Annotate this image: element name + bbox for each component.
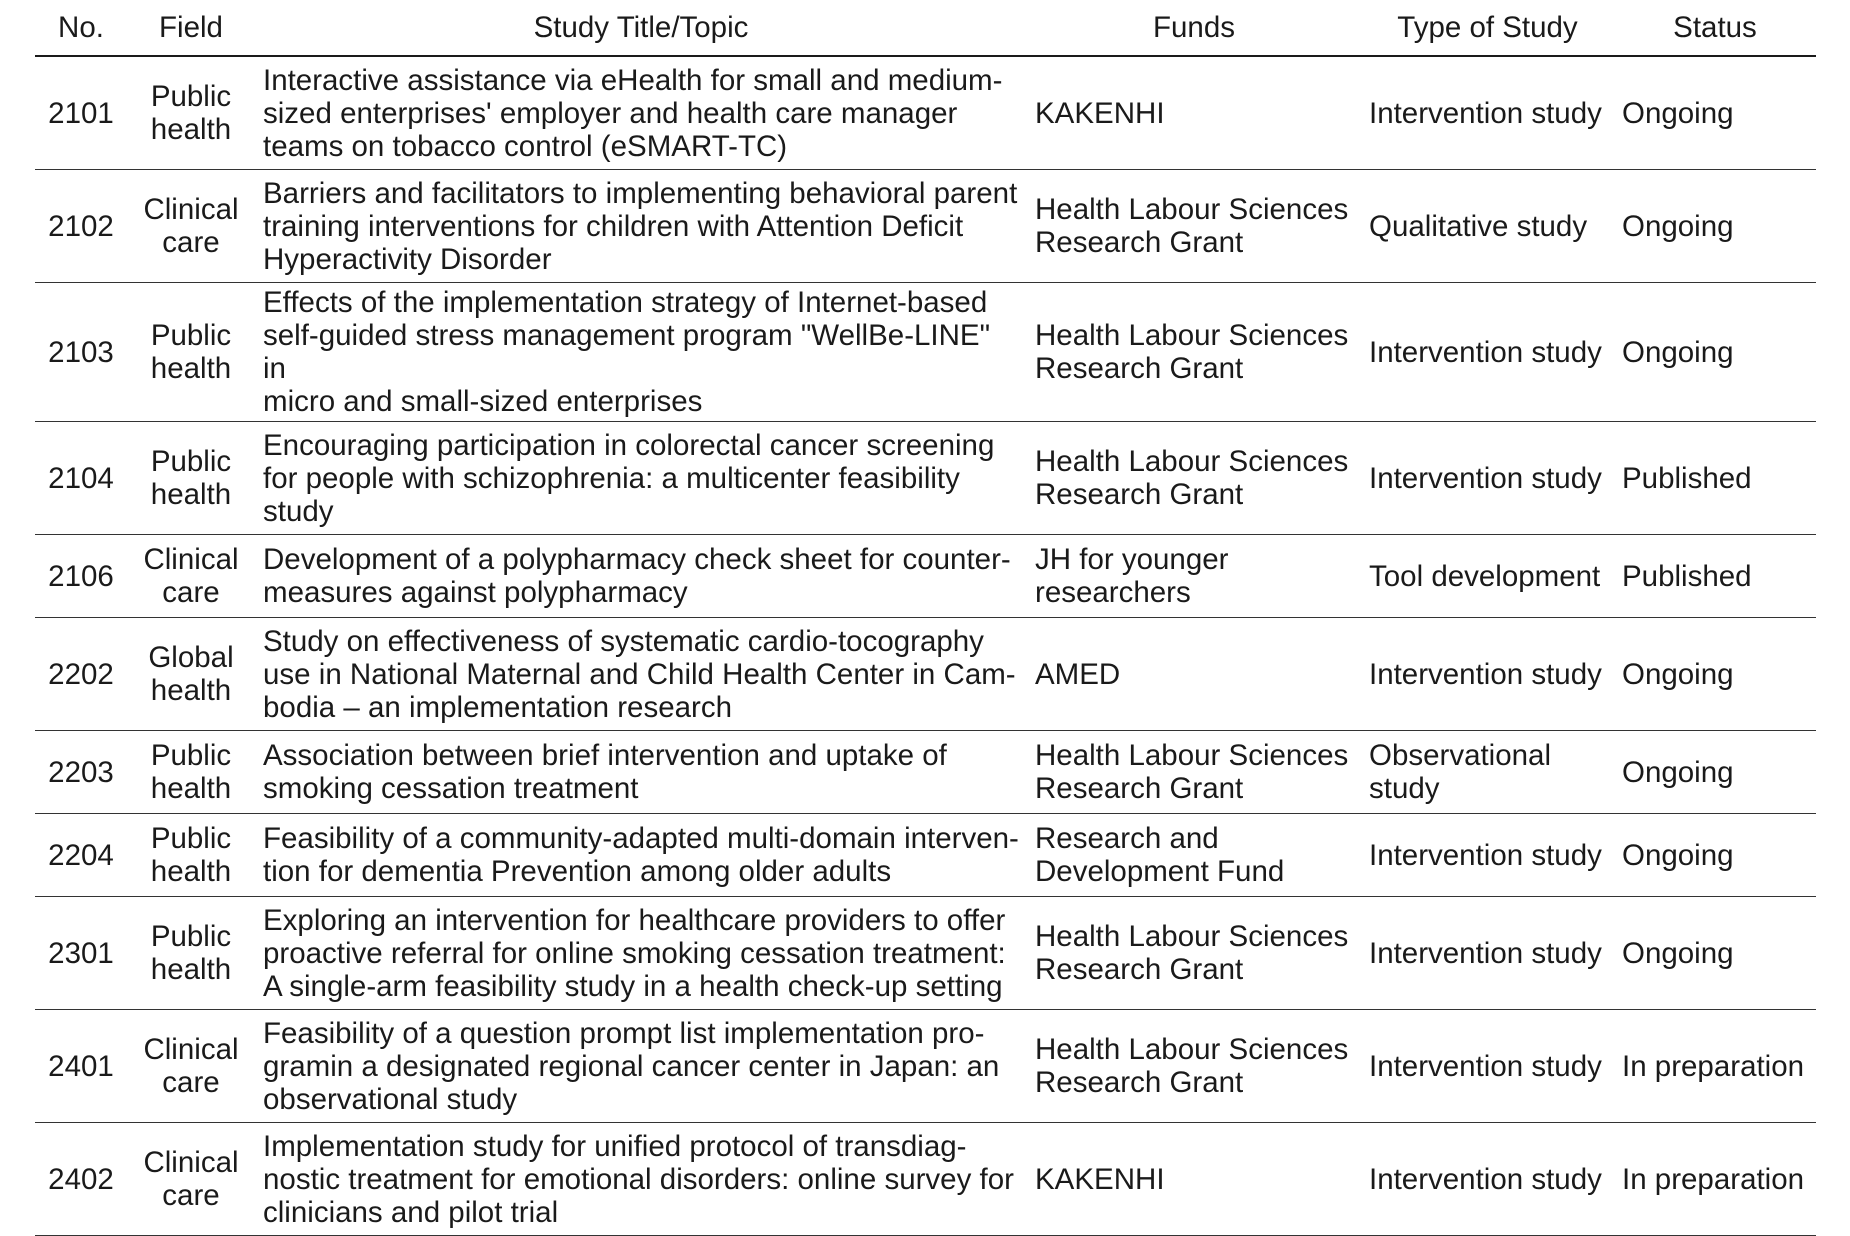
cell-field-line: care [162, 1179, 220, 1212]
cell-title-line: use in National Maternal and Child Health Center in Cam- [263, 657, 1016, 691]
cell-title-line: study [263, 494, 334, 528]
cell-field-line: Clinical [143, 543, 239, 576]
cell-funds-line: Health Labour Sciences [1035, 1033, 1349, 1066]
cell-title-line: Feasibility of a question prompt list implementation pro- [263, 1016, 985, 1050]
cell-status: Ongoing [1614, 56, 1816, 170]
cell-funds-line: Research Grant [1035, 1066, 1244, 1099]
cell-field-line: health [150, 953, 232, 986]
cell-field [127, 814, 255, 897]
cell-type-line: Intervention study [1369, 838, 1602, 872]
cell-field [127, 56, 255, 170]
cell-field [127, 283, 255, 422]
header-type: Type of Study [1361, 0, 1614, 56]
table-body [35, 56, 1816, 1236]
cell-funds-line: Health Labour Sciences [1035, 445, 1349, 478]
cell-field-line: health [150, 772, 232, 805]
cell-field-line: health [150, 113, 232, 146]
cell-status: Published [1614, 535, 1816, 618]
cell-title [255, 535, 1027, 618]
cell-type [1361, 731, 1614, 814]
cell-title [255, 170, 1027, 283]
cell-field [127, 897, 255, 1010]
cell-type [1361, 1010, 1614, 1123]
cell-funds-line: Development Fund [1035, 855, 1285, 888]
cell-field-line: Public [150, 319, 232, 352]
cell-no: 2203 [35, 731, 127, 814]
cell-status: Ongoing [1614, 170, 1816, 283]
header-no: No. [35, 0, 127, 56]
cell-field-line: health [150, 352, 232, 385]
table-row [35, 731, 1816, 814]
cell-title [255, 618, 1027, 731]
table-row [35, 1010, 1816, 1123]
cell-no: 2301 [35, 897, 127, 1010]
cell-field-line: care [162, 1066, 220, 1099]
cell-funds-line: Health Labour Sciences [1035, 920, 1349, 953]
cell-title-line: for people with schizophrenia: a multicenter feasibility [263, 461, 960, 495]
cell-field-line: care [162, 576, 220, 609]
cell-status: Ongoing [1614, 897, 1816, 1010]
cell-funds-line: KAKENHI [1035, 96, 1165, 130]
cell-type [1361, 56, 1614, 170]
cell-title-line: observational study [263, 1082, 518, 1116]
cell-funds-line: Research Grant [1035, 772, 1244, 805]
cell-title-line: self-guided stress management program "WellBe-LINE" in [263, 319, 991, 385]
cell-status: Published [1614, 422, 1816, 535]
cell-funds-line: Health Labour Sciences [1035, 319, 1349, 352]
table-row [35, 283, 1816, 422]
cell-field-line: Clinical [143, 193, 239, 226]
cell-funds [1027, 422, 1361, 535]
cell-field-line: care [162, 226, 220, 259]
cell-field [127, 1010, 255, 1123]
cell-type [1361, 283, 1614, 422]
cell-field-line: Clinical [143, 1146, 239, 1179]
cell-funds-line: AMED [1035, 657, 1121, 691]
cell-type [1361, 535, 1614, 618]
cell-type-line: Intervention study [1369, 96, 1602, 130]
cell-title-line: Barriers and facilitators to implementing behavioral parent [263, 176, 1018, 210]
cell-funds [1027, 170, 1361, 283]
cell-title-line: Interactive assistance via eHealth for small and medium- [263, 63, 1003, 97]
cell-field [127, 170, 255, 283]
cell-funds [1027, 1123, 1361, 1236]
cell-status: Ongoing [1614, 618, 1816, 731]
cell-title [255, 56, 1027, 170]
cell-type [1361, 170, 1614, 283]
cell-type [1361, 1123, 1614, 1236]
cell-title [255, 283, 1027, 422]
cell-title-line: proactive referral for online smoking cessation treatment: [263, 936, 1006, 970]
cell-type-line: Intervention study [1369, 461, 1602, 495]
cell-title-line: clinicians and pilot trial [263, 1195, 559, 1229]
cell-field [127, 618, 255, 731]
cell-type-line: Intervention study [1369, 335, 1602, 369]
cell-funds [1027, 535, 1361, 618]
table-row [35, 422, 1816, 535]
cell-title-line: gramin a designated regional cancer center in Japan: an [263, 1049, 1000, 1083]
header-row [35, 0, 1816, 56]
cell-title-line: micro and small-sized enterprises [263, 385, 703, 418]
cell-type-line: Observational [1369, 739, 1552, 772]
cell-no: 2401 [35, 1010, 127, 1123]
cell-funds [1027, 897, 1361, 1010]
cell-title [255, 814, 1027, 897]
cell-funds [1027, 283, 1361, 422]
cell-title-line: Development of a polypharmacy check sheet for counter- [263, 543, 1011, 576]
table-row [35, 1123, 1816, 1236]
cell-funds-line: Research and [1035, 822, 1219, 855]
cell-no: 2102 [35, 170, 127, 283]
cell-title-line: Feasibility of a community-adapted multi-domain interven- [263, 822, 1019, 855]
cell-type-line: Intervention study [1369, 1049, 1602, 1083]
cell-field [127, 422, 255, 535]
cell-title-line: nostic treatment for emotional disorders: online survey for [263, 1162, 1014, 1196]
cell-status: Ongoing [1614, 814, 1816, 897]
cell-field-line: Public [150, 445, 232, 478]
cell-title-line: Implementation study for unified protocol of transdiag- [263, 1129, 967, 1163]
cell-title-line: Association between brief intervention and uptake of [263, 739, 947, 772]
cell-type-line: Intervention study [1369, 1162, 1602, 1196]
cell-funds-line: Research Grant [1035, 953, 1244, 986]
cell-field [127, 731, 255, 814]
cell-field-line: Public [150, 80, 232, 113]
table-row [35, 170, 1816, 283]
cell-title-line: teams on tobacco control (eSMART-TC) [263, 129, 788, 163]
cell-title-line: Exploring an intervention for healthcare providers to offer [263, 903, 1006, 937]
cell-field-line: Public [150, 739, 232, 772]
cell-funds [1027, 618, 1361, 731]
cell-funds-line: researchers [1035, 576, 1191, 609]
cell-title [255, 1123, 1027, 1236]
cell-funds [1027, 814, 1361, 897]
cell-title-line: Hyperactivity Disorder [263, 242, 552, 276]
cell-title-line: Encouraging participation in colorectal cancer screening [263, 428, 995, 462]
cell-funds-line: JH for younger [1035, 543, 1229, 576]
cell-funds-line: KAKENHI [1035, 1162, 1165, 1196]
cell-no: 2202 [35, 618, 127, 731]
cell-no: 2103 [35, 283, 127, 422]
cell-funds [1027, 1010, 1361, 1123]
cell-title [255, 897, 1027, 1010]
cell-no: 2101 [35, 56, 127, 170]
cell-no: 2204 [35, 814, 127, 897]
cell-funds-line: Health Labour Sciences [1035, 193, 1349, 226]
cell-type [1361, 897, 1614, 1010]
cell-funds-line: Research Grant [1035, 478, 1244, 511]
cell-field-line: health [150, 478, 232, 511]
cell-type-line: Intervention study [1369, 936, 1602, 970]
cell-field-line: Public [150, 822, 232, 855]
header-status: Status [1614, 0, 1816, 56]
cell-status: In preparation [1614, 1123, 1816, 1236]
cell-title-line: bodia – an implementation research [263, 690, 733, 724]
cell-status: In preparation [1614, 1010, 1816, 1123]
cell-no: 2104 [35, 422, 127, 535]
cell-field [127, 1123, 255, 1236]
table-row [35, 535, 1816, 618]
cell-funds-line: Research Grant [1035, 226, 1244, 259]
cell-no: 2402 [35, 1123, 127, 1236]
cell-title-line: training interventions for children with Attention Deficit [263, 209, 964, 243]
header-title: Study Title/Topic [255, 0, 1027, 56]
cell-funds-line: Health Labour Sciences [1035, 739, 1349, 772]
cell-title-line: tion for dementia Prevention among older adults [263, 855, 892, 888]
cell-field [127, 535, 255, 618]
cell-type [1361, 618, 1614, 731]
cell-type-line: Qualitative study [1369, 209, 1588, 243]
cell-field-line: Public [150, 920, 232, 953]
cell-type-line: Intervention study [1369, 657, 1602, 691]
header-field: Field [127, 0, 255, 56]
cell-title-line: sized enterprises' employer and health care manager [263, 96, 958, 130]
cell-type-line: Tool development [1369, 559, 1601, 593]
cell-field-line: Global [148, 641, 234, 674]
cell-title-line: Effects of the implementation strategy of Internet-based [263, 286, 988, 319]
cell-title-line: Study on effectiveness of systematic cardio-tocography [263, 624, 984, 658]
table-row [35, 897, 1816, 1010]
table-row [35, 618, 1816, 731]
cell-type [1361, 422, 1614, 535]
cell-title-line: smoking cessation treatment [263, 772, 639, 805]
table-row [35, 56, 1816, 170]
cell-status: Ongoing [1614, 731, 1816, 814]
cell-field-line: health [150, 855, 232, 888]
studies-table [35, 0, 1816, 1236]
cell-funds [1027, 56, 1361, 170]
table-header [35, 0, 1816, 56]
cell-title-line: A single-arm feasibility study in a health check-up setting [263, 969, 1003, 1003]
cell-status: Ongoing [1614, 283, 1816, 422]
cell-field-line: health [150, 674, 232, 707]
cell-title [255, 731, 1027, 814]
header-funds: Funds [1027, 0, 1361, 56]
cell-funds-line: Research Grant [1035, 352, 1244, 385]
table-row [35, 814, 1816, 897]
cell-title [255, 1010, 1027, 1123]
cell-no: 2106 [35, 535, 127, 618]
cell-title-line: measures against polypharmacy [263, 576, 688, 609]
cell-title [255, 422, 1027, 535]
cell-field-line: Clinical [143, 1033, 239, 1066]
cell-type-line: study [1369, 772, 1440, 805]
cell-funds [1027, 731, 1361, 814]
cell-type [1361, 814, 1614, 897]
